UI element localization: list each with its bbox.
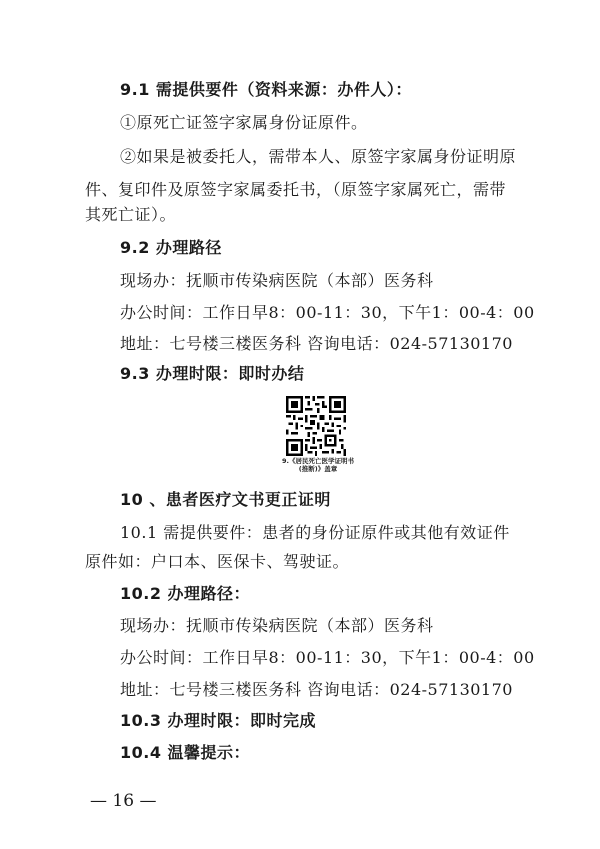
section-10-2-onsite: 现场办：抚顺市传染病医院（本部）医务科 (120, 616, 434, 635)
page-number: — 16 — (90, 791, 157, 811)
qr-code-image (286, 396, 346, 456)
section-9-2-hours: 办公时间：工作日早8：00-11：30，下午1：00-4：00 (120, 303, 535, 322)
section-9-3-time-limit: 9.3 办理时限：即时办结 (120, 364, 305, 383)
section-10-2-hours: 办公时间：工作日早8：00-11：30，下午1：00-4：00 (120, 648, 535, 667)
section-9-1-item-2-line-1: ②如果是被委托人，需带本人、原签字家属身份证明原 (120, 147, 517, 166)
section-10-2-title: 10.2 办理路径： (120, 584, 251, 603)
section-10-2-address: 地址：七号楼三楼医务科 咨询电话：024-57130170 (120, 680, 513, 699)
section-10-1-line-1: 10.1 需提供要件：患者的身份证原件或其他有效证件 (120, 523, 510, 542)
section-9-2-title: 9.2 办理路径 (120, 238, 222, 257)
section-9-1-item-2-line-2: 件、复印件及原签字家属委托书，（原签字家属死亡，需带 (85, 180, 507, 199)
qr-caption-line-1: 9.《居民死亡医学证明书 (282, 457, 354, 465)
section-9-1-item-2-line-3: 其死亡证）。 (85, 205, 177, 224)
section-10-1-line-2: 原件如：户口本、医保卡、驾驶证。 (85, 552, 350, 571)
section-9-2-onsite: 现场办：抚顺市传染病医院（本部）医务科 (120, 271, 434, 290)
section-10-3-time-limit: 10.3 办理时限：即时完成 (120, 711, 317, 730)
qr-caption-line-2: (推断)》盖章 (298, 465, 338, 473)
section-10-4-tips: 10.4 温馨提示： (120, 743, 251, 762)
section-10-title: 10 、患者医疗文书更正证明 (120, 490, 331, 509)
section-9-2-address: 地址：七号楼三楼医务科 咨询电话：024-57130170 (120, 334, 513, 353)
section-9-1-title: 9.1 需提供要件（资料来源：办件人）： (120, 80, 412, 99)
qr-code-caption (270, 457, 366, 473)
section-9-1-item-1: ①原死亡证签字家属身份证原件。 (120, 113, 368, 132)
